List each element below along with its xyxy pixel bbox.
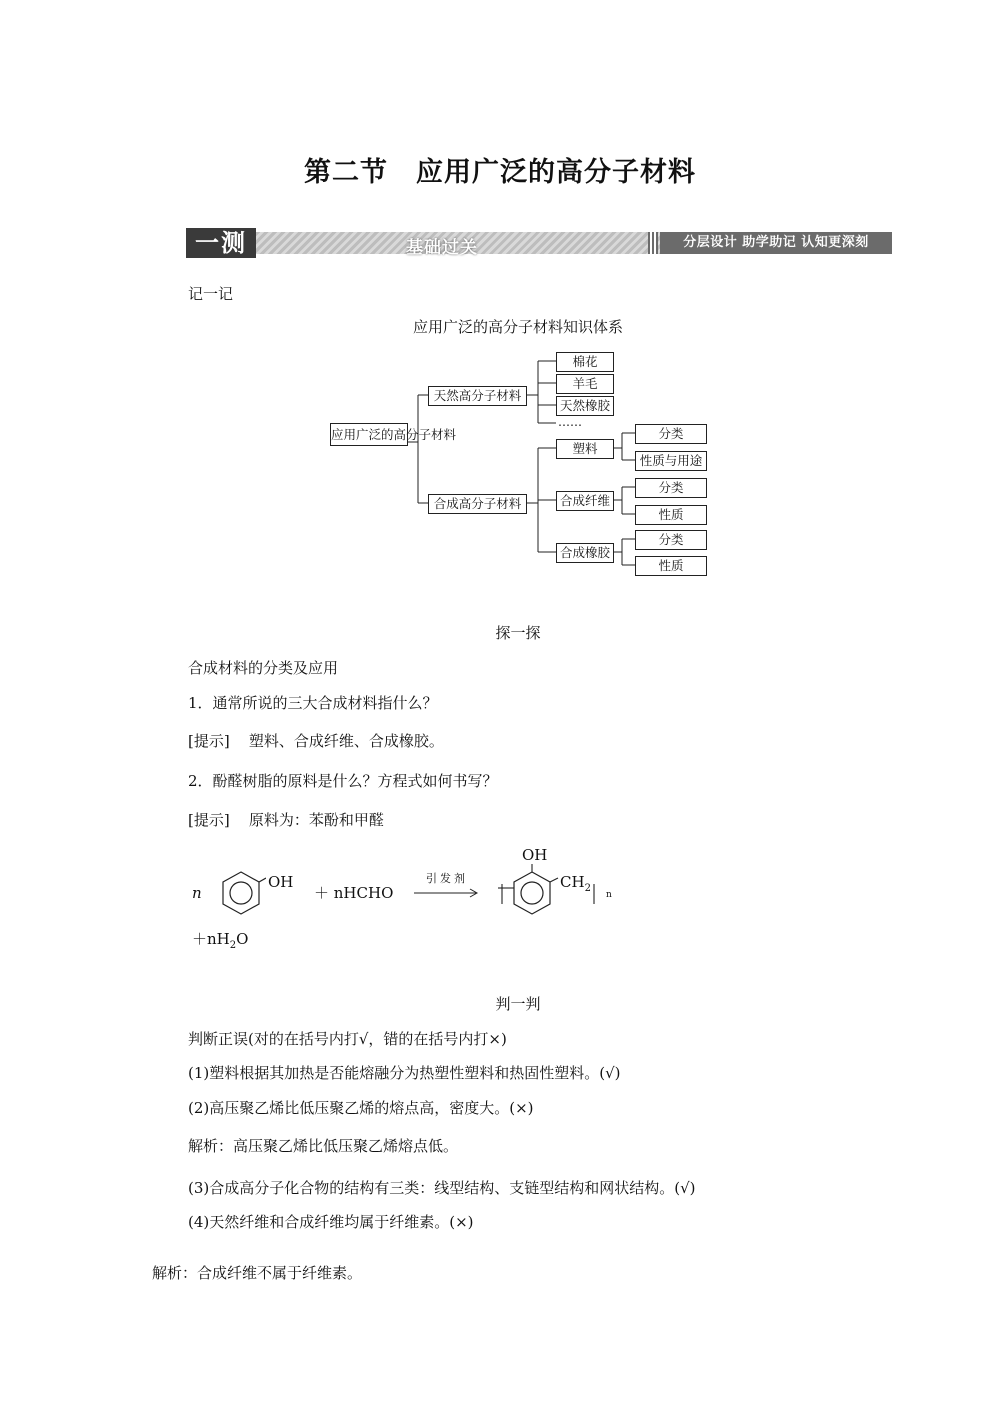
section-remember: 记一记	[188, 285, 234, 303]
answer-1	[188, 730, 444, 751]
question-1: 1．通常所说的三大合成材料指什么？	[188, 694, 438, 712]
ch-label: CH	[560, 873, 585, 891]
judge-item: (1)塑料根据其加热是否能熔融分为热塑性塑料和热固性塑料。(√)	[188, 1064, 621, 1082]
reaction-arrow-icon	[414, 888, 480, 898]
judge-analysis: 解析：高压聚乙烯比低压聚乙烯熔点低。	[188, 1137, 459, 1155]
judge-item: (3)合成高分子化合物的结构有三类：线型结构、支链型结构和网状结构。(√)	[188, 1179, 696, 1197]
banner-divider	[648, 232, 658, 254]
answer-2-text: 原料为：苯酚和甲醛	[248, 811, 384, 829]
water-term	[192, 928, 248, 951]
product-oh: OH	[522, 846, 548, 864]
tree-fiber-child: 分类	[635, 478, 707, 498]
tree-natural-item: 羊毛	[556, 374, 614, 394]
banner-right-label: 分层设计 助学助记 认知更深刻	[660, 232, 892, 254]
water-label: ＋nH	[192, 930, 230, 948]
tree-plastic-child: 分类	[635, 424, 707, 444]
section-judge: 判一判	[495, 995, 541, 1013]
judge-instruction: 判断正误(对的在括号内打√，错的在括号内打×)	[188, 1030, 507, 1048]
judge-item: (4)天然纤维和合成纤维均属于纤维素。(×)	[188, 1213, 474, 1231]
answer-2	[188, 809, 384, 830]
tree-rubber-child: 分类	[635, 530, 707, 550]
page-title: 第二节 应用广泛的高分子材料	[304, 157, 696, 188]
tree-plastic-child: 性质与用途	[635, 451, 707, 471]
judge-analysis: 解析：合成纤维不属于纤维素。	[152, 1264, 363, 1282]
product-ch2	[560, 873, 591, 894]
tree-rubber: 合成橡胶	[556, 543, 614, 563]
hint-tag: [提示]	[188, 732, 230, 750]
section-explore: 探一探	[495, 624, 541, 642]
degree-n: n	[606, 890, 612, 900]
answer-1-text: 塑料、合成纤维、合成橡胶。	[248, 732, 444, 750]
knowledge-tree	[320, 345, 720, 585]
tree-natural: 天然高分子材料	[428, 386, 527, 406]
hint-tag: [提示]	[188, 811, 230, 829]
question-2: 2．酚醛树脂的原料是什么？方程式如何书写？	[188, 772, 498, 790]
arrow-label: 引发剂	[426, 872, 468, 885]
tree-natural-item: 棉花	[556, 352, 614, 372]
tree-plastic: 塑料	[556, 439, 614, 459]
tree-natural-item: ……	[558, 415, 582, 429]
water-o: O	[236, 930, 249, 948]
benzene-ring-icon	[216, 868, 266, 918]
phenol-oh: OH	[268, 873, 294, 891]
tree-fiber: 合成纤维	[556, 491, 614, 511]
ch2-subscript: 2	[584, 883, 591, 894]
tree-synthetic: 合成高分子材料	[428, 494, 527, 514]
coefficient-n: n	[192, 884, 202, 902]
phenol-formaldehyde-equation	[186, 840, 646, 960]
banner-left-label: 一测	[186, 228, 256, 258]
explore-heading: 合成材料的分类及应用	[188, 659, 339, 677]
tree-fiber-child: 性质	[635, 505, 707, 525]
section-banner	[186, 228, 892, 258]
water-subscript: 2	[229, 940, 237, 951]
tree-root: 应用广泛的高分子材料	[330, 423, 408, 446]
banner-middle-label: 基础过关	[406, 238, 478, 258]
tree-natural-item: 天然橡胶	[556, 396, 614, 416]
formaldehyde-term: ＋ nHCHO	[314, 884, 394, 902]
tree-title: 应用广泛的高分子材料知识体系	[412, 318, 623, 336]
judge-item: (2)高压聚乙烯比低压聚乙烯的熔点高，密度大。(×)	[188, 1099, 534, 1117]
tree-rubber-child: 性质	[635, 556, 707, 576]
